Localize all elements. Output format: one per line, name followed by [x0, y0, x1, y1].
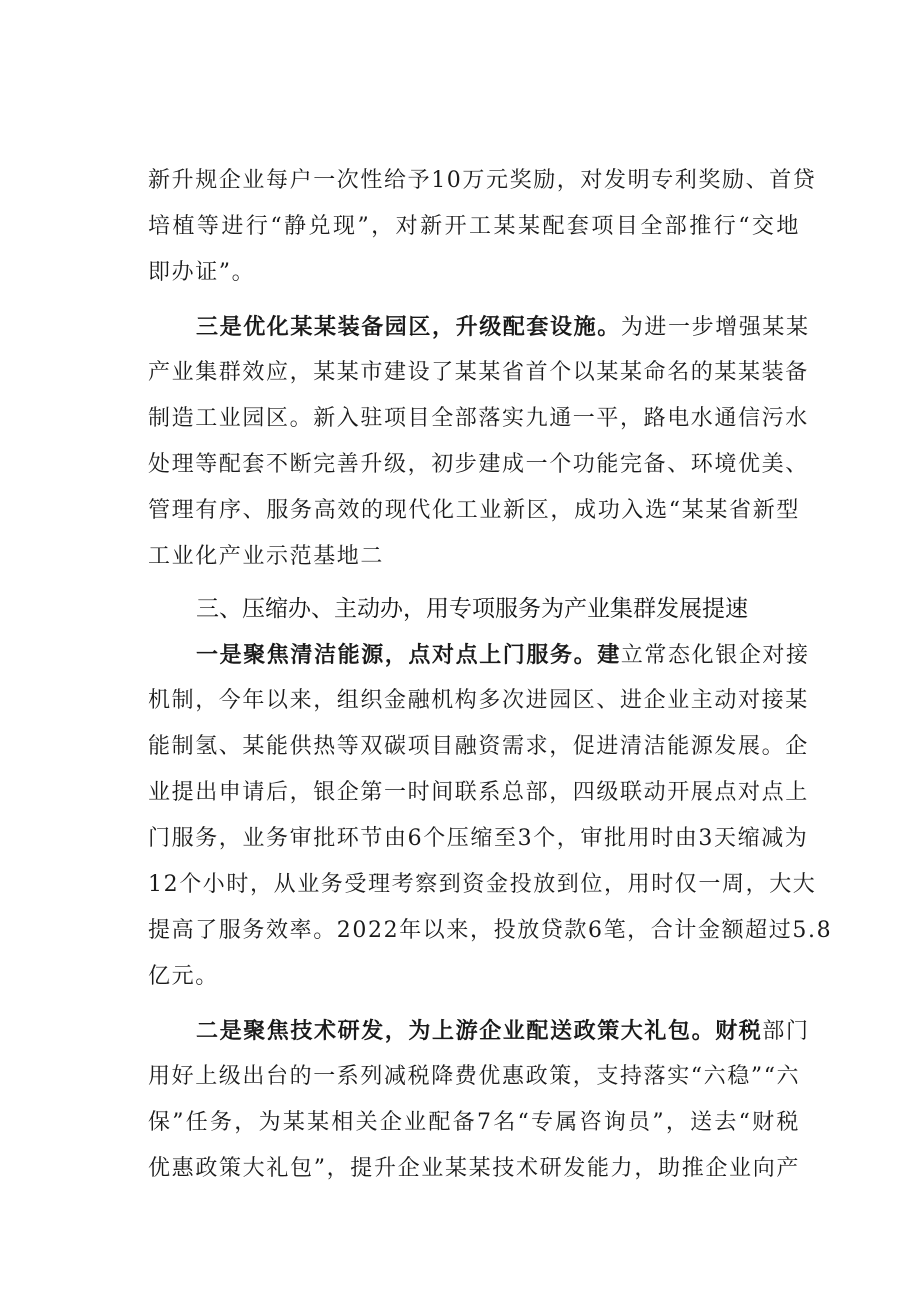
text-line: 亿元。 [148, 964, 219, 989]
text-line: 12个小时，从业务受理考察到资金投放到位，用时仅一周，大大 [148, 872, 817, 897]
text-line: 培植等进行“静兑现”，对新开工某某配套项目全部推行“交地 [148, 214, 800, 239]
paragraph-incentives [148, 158, 817, 296]
text-line: 处理等配套不断完善升级，初步建成一个功能完备、环境优美、 [148, 452, 809, 477]
text-line: 新升规企业每户一次性给予10万元奖励，对发明专利奖励、首贷 [148, 168, 817, 193]
text-line: 用好上级出台的一系列减税降费优惠政策，支持落实“六稳”“六 [148, 1064, 801, 1089]
text-line: 工业化产业示范基地二 [148, 544, 385, 569]
text-run: 为进一步增强某某 [620, 315, 810, 340]
text-line: 提高了服务效率。2022年以来，投放贷款6笔，合计金额超过5.8 [148, 918, 833, 943]
section-heading: 三、压缩办、主动办，用专项服务为产业集群发展提速 [196, 596, 748, 622]
text-line: 业提出申请后，银企第一时间联系总部，四级联动开展点对点上 [148, 780, 809, 805]
text-run: 立常态化银企对接 [620, 643, 810, 668]
paragraph-tech-rd [148, 1008, 810, 1192]
text-line: 制造工业园区。新入驻项目全部落实九通一平，路电水通信污水 [148, 406, 809, 431]
text-run: 部门 [762, 1019, 810, 1044]
document-body [148, 158, 833, 1192]
paragraph-clean-energy [148, 632, 833, 1000]
text-line: 保”任务，为某某相关企业配备7名“专属咨询员”，送去“财税 [148, 1110, 800, 1135]
paragraph-lead: 一是聚焦清洁能源，点对点上门服务。建 [196, 642, 621, 668]
text-line [148, 304, 810, 350]
text-line: 产业集群效应，某某市建设了某某省首个以某某命名的某某装备 [148, 360, 809, 385]
text-line: 优惠政策大礼包”，提升企业某某技术研发能力，助推企业向产 [148, 1156, 800, 1181]
text-line: 门服务，业务审批环节由6个压缩至3个，审批用时由3天缩减为 [148, 826, 809, 851]
paragraph-lead: 二是聚焦技术研发，为上游企业配送政策大礼包。财税 [196, 1018, 763, 1044]
paragraph-lead: 三是优化某某装备园区，升级配套设施。 [196, 314, 621, 340]
text-line: 能制氢、某能供热等双碳项目融资需求，促进清洁能源发展。企 [148, 734, 809, 759]
text-line [148, 1008, 810, 1054]
text-line: 管理有序、服务高效的现代化工业新区，成功入选“某某省新型 [148, 498, 800, 523]
paragraph-equipment-park [148, 304, 810, 580]
text-line [148, 632, 810, 678]
text-line: 机制，今年以来，组织金融机构多次进园区、进企业主动对接某 [148, 688, 809, 713]
text-line: 即办证”。 [148, 260, 256, 285]
